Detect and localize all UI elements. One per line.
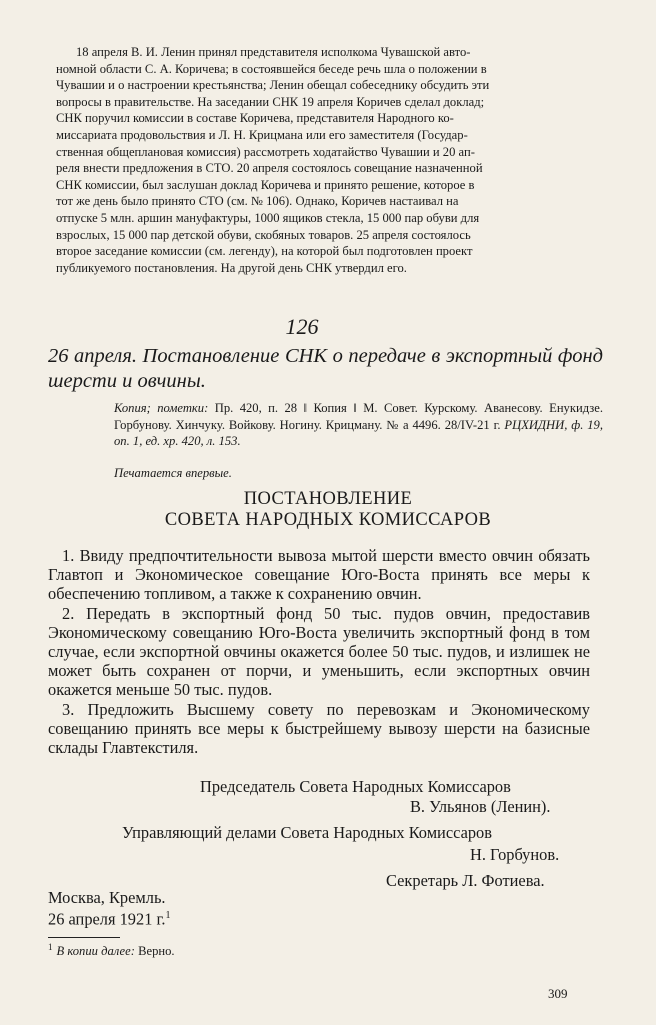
date: 26 апреля 1921 г. — [48, 909, 166, 929]
note-line: публикуемого постановления. На другой день СНК утвердил его. — [56, 260, 407, 275]
chair-name: В. Ульянов (Ленин). — [410, 797, 551, 816]
editorial-note — [56, 44, 599, 276]
secretary-signature: Секретарь Л. Фотиева. — [386, 871, 545, 890]
note-line: СНК комиссии, был заслушан доклад Коричева и принято решение, которое в — [56, 177, 475, 192]
footnote — [48, 942, 175, 959]
paragraph-2: 2. Передать в экспортный фонд 50 тыс. пудов овчин, предоставив Экономическому совещанию Юго-Воста увеличить экспортный фонд в том случае, если экспортной овчины окажется более 50 тыс. пудов, и излишек не может быть сохранен от порчи, и уменьшить, если экспортных овчин окажется меньше 50 тыс. пудов. — [48, 603, 590, 700]
manager-name: Н. Горбунов. — [470, 845, 560, 864]
source-text: Пр. 420, п. 28 ‖ Копия ‖ М. Совет. Курскому. Аванесову. Енукидзе. Горбунову. Хинчуку. Войкову. Ногину. Крицману. № а 4496. 28/IV-21 г. — [114, 401, 603, 432]
note-line: ственная общеплановая комиссия) рассмотреть ходатайство Чувашии и 20 ап- — [56, 144, 475, 159]
page-number: 309 — [548, 986, 568, 1001]
document-number: 126 — [285, 314, 319, 339]
note-line: второе заседание комиссии (см. легенду), на которой был подготовлен проект — [56, 244, 473, 259]
date-line — [48, 906, 170, 929]
chair-title: Председатель Совета Народных Комиссаров — [200, 777, 511, 796]
note-line: миссариата продовольствия и Л. Н. Крицмана или его заместителя (Государ- — [56, 127, 468, 142]
printed-first-note: Печатается впервые. — [114, 466, 232, 480]
source-reference — [114, 400, 603, 450]
paragraph-1: 1. Ввиду предпочтительности вывоза мытой шерсти вместо овчин обязать Главтоп и Экономическое совещание Юго-Воста принять все меры к обеспечению топливом, а также к сохранению овчин. — [48, 546, 590, 604]
archive-reference: РЦХИДНИ, ф. 19, оп. 1, ед. хр. 420, л. 153. — [114, 417, 603, 449]
source-label: Копия; пометки: — [114, 401, 209, 415]
heading-line-1: ПОСТАНОВЛЕНИЕ — [243, 489, 413, 509]
note-line: 18 апреля В. И. Ленин принял представителя исполкома Чувашской авто- — [76, 45, 471, 59]
footnote-mark: 1 — [48, 942, 53, 952]
note-line: СНК поручил комиссии в составе Коричева, представителя Народного ко- — [56, 111, 454, 126]
note-line: взрослых, 15 000 пар детской обуви, скобяных товаров. 25 апреля состоялось — [56, 227, 471, 242]
footnote-rule — [48, 937, 120, 938]
resolution-heading — [0, 489, 656, 531]
note-line: реля внести предложения в СТО. 20 апреля состоялось совещание назначенной — [56, 161, 483, 176]
paragraph-3: 3. Предложить Высшему совету по перевозкам и Экономическому совещанию принять все меры к быстрейшему вывозу шерсти на базисные склады Главтекстиля. — [48, 699, 590, 758]
note-line: номной области С. А. Коричева; в состоявшейся беседе речь шла о положении в — [56, 61, 487, 76]
resolution-body — [48, 546, 590, 757]
note-line: отпуске 5 млн. аршин мануфактуры, 1000 ящиков стекла, 15 000 пар обуви для — [56, 210, 480, 225]
date-footnote-mark: 1 — [165, 910, 171, 921]
note-line: тот же день было принято СТО (см. № 106). Однако, Коричев настаивал на — [56, 194, 459, 209]
note-line: Чувашии и о настроении крестьянства; Ленин обещал собеседнику обсудить эти — [56, 78, 490, 93]
place: Москва, Кремль. — [48, 888, 166, 907]
note-line: вопросы в правительстве. На заседании СНК 19 апреля Коричев сделал доклад; — [56, 94, 485, 109]
document-title: 26 апреля. Постановление СНК о передаче в экспортный фонд шерсти и овчины. — [48, 345, 603, 392]
footnote-label: В копии далее: — [56, 944, 135, 959]
footnote-text: Верно. — [134, 944, 175, 959]
manager-title: Управляющий делами Совета Народных Комиссаров — [122, 823, 492, 842]
heading-line-2: СОВЕТА НАРОДНЫХ КОМИССАРОВ — [164, 510, 492, 530]
